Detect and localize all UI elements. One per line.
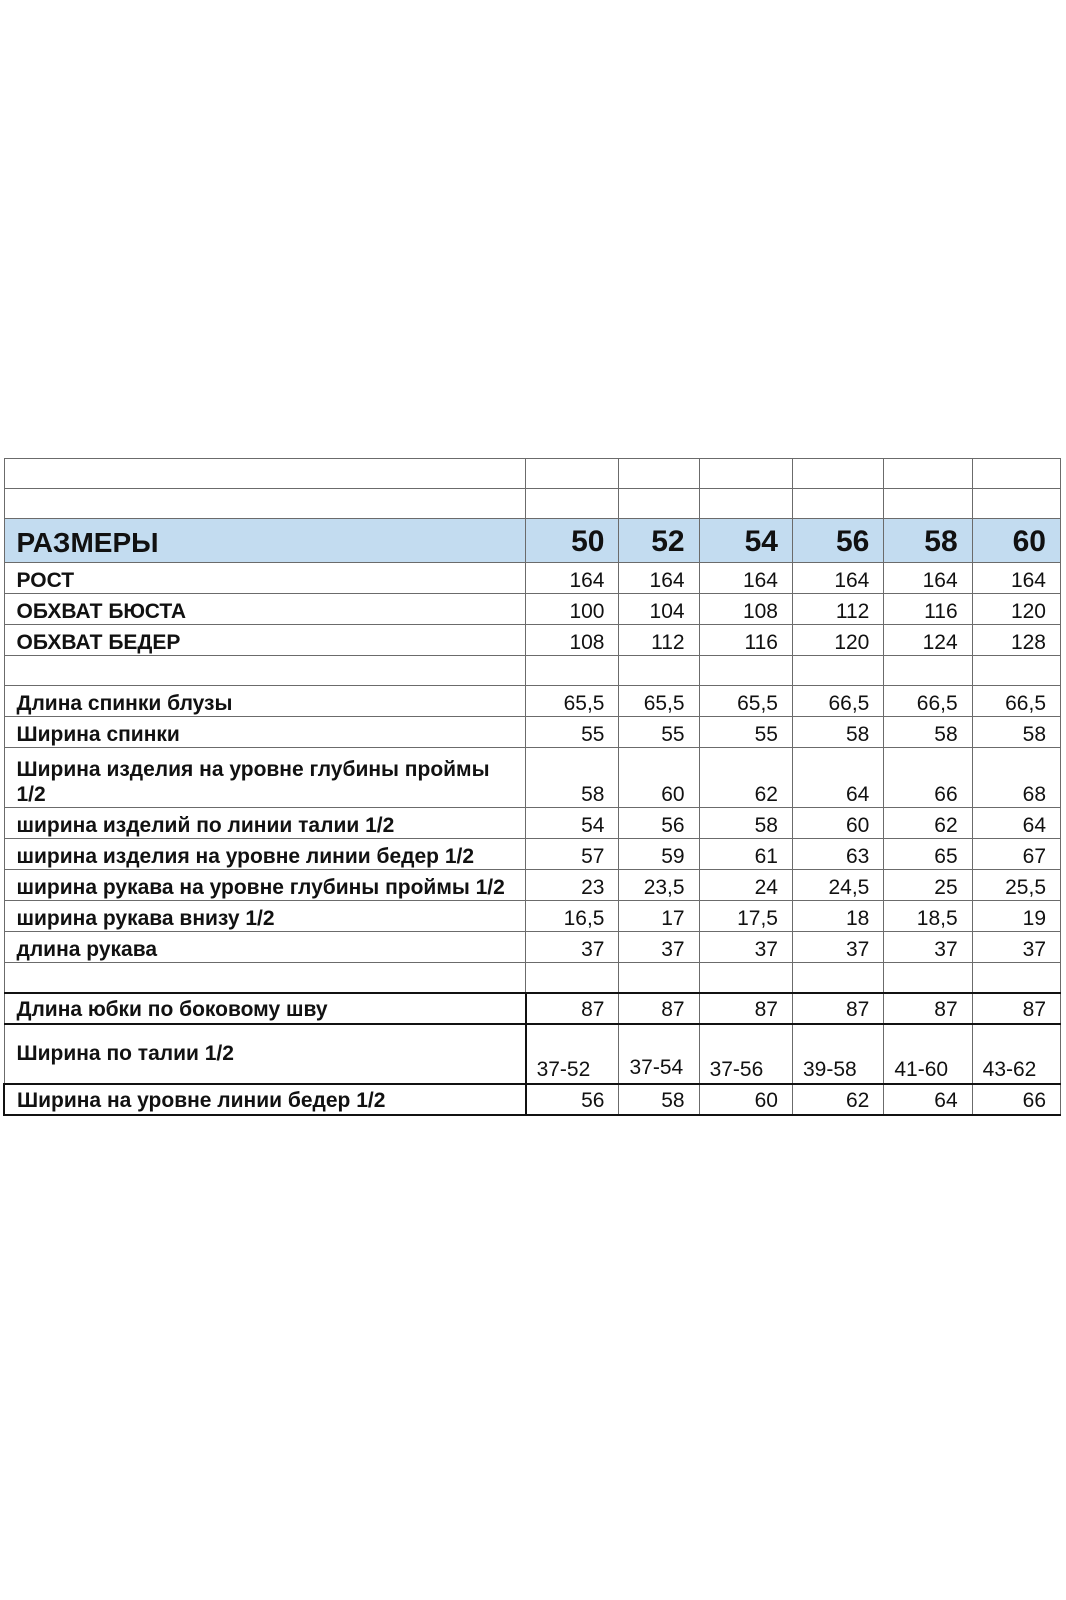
empty-row (4, 489, 1061, 519)
measurement-value: 58 (619, 1084, 699, 1115)
measurement-value: 60 (792, 808, 883, 839)
measurement-value: 104 (619, 594, 699, 625)
measurement-label: Ширина изделия на уровне глубины проймы 1/2 (4, 748, 526, 808)
measurement-label: Ширина по талии 1/2 (4, 1024, 526, 1084)
measurement-value: 66 (884, 748, 972, 808)
measurement-value: 66,5 (972, 686, 1060, 717)
empty-cell (4, 656, 526, 686)
measurement-value: 87 (972, 993, 1060, 1024)
empty-cell (884, 489, 972, 519)
size-header-cell: 50 (526, 519, 619, 563)
measurement-label: ОБХВАТ БЕДЕР (4, 625, 526, 656)
empty-cell (526, 489, 619, 519)
empty-cell (972, 459, 1060, 489)
empty-cell (619, 459, 699, 489)
size-header-cell: 56 (792, 519, 883, 563)
measurement-value: 37 (526, 932, 619, 963)
measurement-value: 65 (884, 839, 972, 870)
measurement-value: 25 (884, 870, 972, 901)
measurement-value: 164 (884, 563, 972, 594)
measurement-value: 66,5 (884, 686, 972, 717)
measurement-row (4, 901, 1061, 932)
measurement-value: 18,5 (884, 901, 972, 932)
measurement-value: 100 (526, 594, 619, 625)
measurement-value: 56 (619, 808, 699, 839)
empty-cell (972, 963, 1060, 993)
measurement-value: 55 (526, 717, 619, 748)
empty-cell (699, 459, 792, 489)
measurement-value: 164 (619, 563, 699, 594)
measurement-value: 66 (972, 1084, 1060, 1115)
measurement-label: Длина спинки блузы (4, 686, 526, 717)
empty-cell (884, 459, 972, 489)
measurement-value: 37-54 (619, 1024, 699, 1084)
size-header-cell: 60 (972, 519, 1060, 563)
size-header-cell: 54 (699, 519, 792, 563)
measurement-label: ОБХВАТ БЮСТА (4, 594, 526, 625)
measurement-value: 37 (884, 932, 972, 963)
size-header-label: РАЗМЕРЫ (4, 519, 526, 563)
measurement-value: 68 (972, 748, 1060, 808)
measurement-value: 39-58 (792, 1024, 883, 1084)
measurement-label: длина рукава (4, 932, 526, 963)
empty-cell (884, 656, 972, 686)
measurement-value: 66,5 (792, 686, 883, 717)
measurement-row (4, 839, 1061, 870)
measurement-value: 43-62 (972, 1024, 1060, 1084)
measurement-value: 87 (619, 993, 699, 1024)
measurement-label: ширина изделий по линии талии 1/2 (4, 808, 526, 839)
measurement-value: 24,5 (792, 870, 883, 901)
empty-cell (619, 963, 699, 993)
measurement-value: 164 (526, 563, 619, 594)
measurement-value: 116 (699, 625, 792, 656)
empty-row (4, 459, 1061, 489)
empty-cell (884, 963, 972, 993)
measurement-value: 164 (792, 563, 883, 594)
measurement-value: 65,5 (699, 686, 792, 717)
size-header-row (4, 519, 1061, 563)
empty-row (4, 656, 1061, 686)
measurement-row (4, 870, 1061, 901)
measurement-row (4, 808, 1061, 839)
measurement-value: 25,5 (972, 870, 1060, 901)
empty-cell (699, 656, 792, 686)
measurement-value: 60 (699, 1084, 792, 1115)
measurement-value: 37-56 (699, 1024, 792, 1084)
measurement-value: 17 (619, 901, 699, 932)
size-header-cell: 58 (884, 519, 972, 563)
measurement-value: 57 (526, 839, 619, 870)
measurement-value: 65,5 (619, 686, 699, 717)
measurement-value: 108 (526, 625, 619, 656)
measurement-value: 60 (619, 748, 699, 808)
measurement-row (4, 563, 1061, 594)
empty-cell (4, 489, 526, 519)
measurement-row (4, 748, 1061, 808)
measurement-value: 23,5 (619, 870, 699, 901)
measurement-label: Ширина на уровне линии бедер 1/2 (4, 1084, 526, 1115)
empty-cell (792, 489, 883, 519)
measurement-row (4, 717, 1061, 748)
empty-cell (972, 489, 1060, 519)
measurement-value: 58 (884, 717, 972, 748)
empty-row (4, 963, 1061, 993)
measurement-row (4, 1024, 1061, 1084)
measurement-value: 124 (884, 625, 972, 656)
empty-cell (4, 459, 526, 489)
measurement-row (4, 1084, 1061, 1115)
measurement-value: 112 (619, 625, 699, 656)
measurement-value: 128 (972, 625, 1060, 656)
empty-cell (526, 459, 619, 489)
measurement-value: 23 (526, 870, 619, 901)
empty-cell (619, 656, 699, 686)
measurement-value: 67 (972, 839, 1060, 870)
measurement-row (4, 993, 1061, 1024)
measurement-value: 37-52 (526, 1024, 619, 1084)
empty-cell (699, 963, 792, 993)
measurement-value: 58 (972, 717, 1060, 748)
measurement-value: 64 (884, 1084, 972, 1115)
measurement-value: 56 (526, 1084, 619, 1115)
empty-cell (792, 656, 883, 686)
measurement-value: 87 (792, 993, 883, 1024)
empty-cell (619, 489, 699, 519)
empty-cell (792, 459, 883, 489)
measurement-label: ширина изделия на уровне линии бедер 1/2 (4, 839, 526, 870)
empty-cell (526, 656, 619, 686)
measurement-value: 164 (699, 563, 792, 594)
measurement-value: 116 (884, 594, 972, 625)
measurement-label: ширина рукава на уровне глубины проймы 1/2 (4, 870, 526, 901)
size-chart-table (3, 458, 1061, 1116)
measurement-value: 120 (792, 625, 883, 656)
measurement-value: 54 (526, 808, 619, 839)
measurement-value: 87 (884, 993, 972, 1024)
measurement-row (4, 686, 1061, 717)
empty-cell (4, 963, 526, 993)
measurement-value: 65,5 (526, 686, 619, 717)
measurement-value: 41-60 (884, 1024, 972, 1084)
measurement-value: 19 (972, 901, 1060, 932)
measurement-label: ширина рукава внизу 1/2 (4, 901, 526, 932)
measurement-value: 62 (699, 748, 792, 808)
measurement-value: 55 (699, 717, 792, 748)
size-header-cell: 52 (619, 519, 699, 563)
measurement-value: 64 (792, 748, 883, 808)
measurement-value: 108 (699, 594, 792, 625)
measurement-value: 37 (699, 932, 792, 963)
measurement-value: 37 (619, 932, 699, 963)
measurement-row (4, 625, 1061, 656)
measurement-label: Длина юбки по боковому шву (4, 993, 526, 1024)
measurement-value: 64 (972, 808, 1060, 839)
measurement-value: 58 (526, 748, 619, 808)
measurement-value: 58 (699, 808, 792, 839)
measurement-value: 120 (972, 594, 1060, 625)
measurement-value: 62 (792, 1084, 883, 1115)
empty-cell (526, 963, 619, 993)
measurement-value: 17,5 (699, 901, 792, 932)
measurement-row (4, 594, 1061, 625)
measurement-value: 24 (699, 870, 792, 901)
measurement-value: 37 (972, 932, 1060, 963)
measurement-label: Ширина спинки (4, 717, 526, 748)
measurement-value: 87 (699, 993, 792, 1024)
measurement-row (4, 932, 1061, 963)
measurement-label: РОСТ (4, 563, 526, 594)
measurement-value: 87 (526, 993, 619, 1024)
measurement-value: 112 (792, 594, 883, 625)
measurement-value: 37 (792, 932, 883, 963)
measurement-value: 63 (792, 839, 883, 870)
measurement-value: 59 (619, 839, 699, 870)
empty-cell (699, 489, 792, 519)
measurement-value: 62 (884, 808, 972, 839)
measurement-value: 16,5 (526, 901, 619, 932)
empty-cell (792, 963, 883, 993)
empty-cell (972, 656, 1060, 686)
measurement-value: 164 (972, 563, 1060, 594)
measurement-value: 55 (619, 717, 699, 748)
measurement-value: 18 (792, 901, 883, 932)
measurement-value: 58 (792, 717, 883, 748)
measurement-value: 61 (699, 839, 792, 870)
